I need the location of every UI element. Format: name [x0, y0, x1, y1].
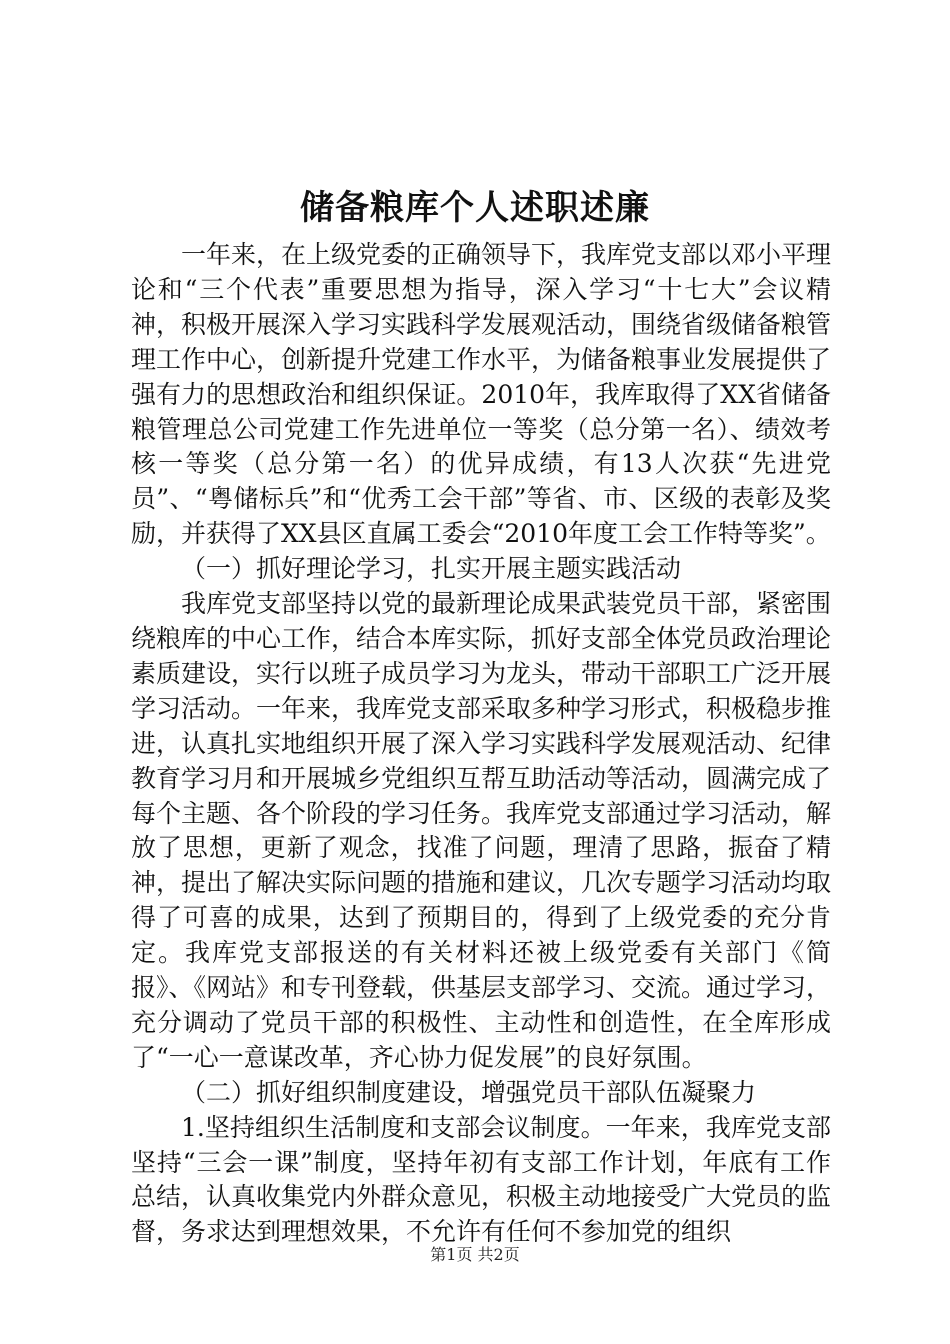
section-heading-1: （一）抓好理论学习，扎实开展主题实践活动: [181, 554, 682, 584]
document-title: 储备粮库个人述职述廉: [300, 188, 650, 228]
document-body: [131, 238, 831, 1250]
page-footer: 第1页 共2页: [430, 1245, 520, 1264]
section-heading-2: （二）抓好组织制度建设，增强党员干部队伍凝聚力: [181, 1077, 757, 1107]
paragraph-intro: 一年来，在上级党委的正确领导下，我库党支部以邓小平理论和“三个代表”重要思想为指导，深入学习“十七大”会议精神，积极开展深入学习实践科学发展观活动，围绕省级储备粮管理工作中心，创新提升党建工作水平，为储备粮事业发展提供了强有力的思想政治和组织保证。2010年，我库取得了XX省储备粮管理总公司党建工作先进单位一等奖（总分第一名）、绩效考核一等奖（总分第一名）的优异成绩，有13人次获“先进党员”、“粤储标兵”和“优秀工会干部”等省、市、区级的表彰及奖励，并获得了XX县区直属工委会“2010年度工会工作特等奖”。: [131, 240, 832, 549]
paragraph-organization-system: 1.坚持组织生活制度和支部会议制度。一年来，我库党支部坚持“三会一课”制度，坚持年初有支部工作计划，年底有工作总结，认真收集党内外群众意见，积极主动地接受广大党员的监督，务求达到理想效果，不允许有任何不参加党的组织: [131, 1112, 832, 1247]
paragraph-theory-study: 我库党支部坚持以党的最新理论成果武装党员干部，紧密围绕粮库的中心工作，结合本库实际，抓好支部全体党员政治理论素质建设，实行以班子成员学习为龙头，带动干部职工广泛开展学习活动。一年来，我库党支部采取多种学习形式，积极稳步推进，认真扎实地组织开展了深入学习实践科学发展观活动、纪律教育学习月和开展城乡党组织互帮互助活动等活动，圆满完成了每个主题、各个阶段的学习任务。我库党支部通过学习活动，解放了思想，更新了观念，找准了问题，理清了思路，振奋了精神，提出了解决实际问题的措施和建议，几次专题学习活动均取得了可喜的成果，达到了预期目的，得到了上级党委的充分肯定。我库党支部报送的有关材料还被上级党委有关部门《简报》、《网站》和专刊登载，供基层支部学习、交流。通过学习，充分调动了党员干部的积极性、主动性和创造性，在全库形成了“一心一意谋改革，齐心协力促发展”的良好氛围。: [131, 589, 832, 1072]
